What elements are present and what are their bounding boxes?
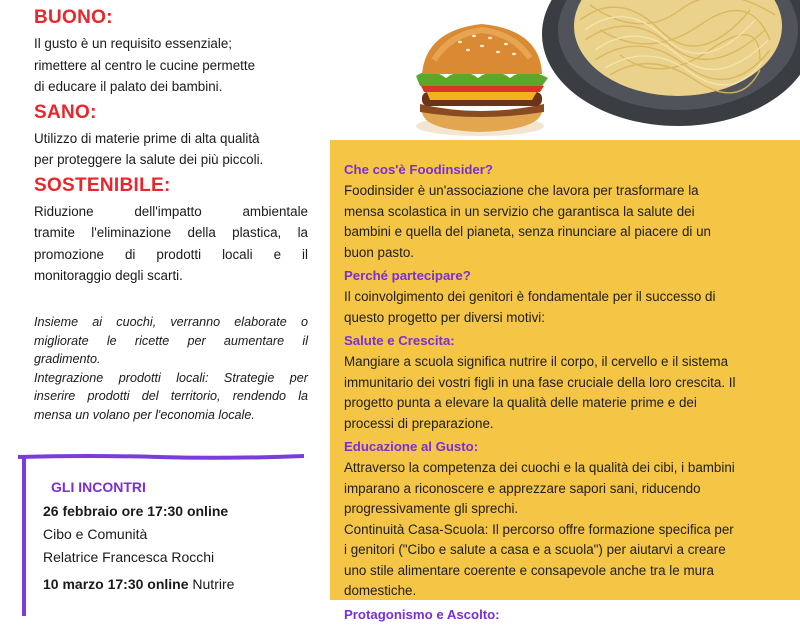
sano-line-2: per proteggere la salute dei più piccoli. — [34, 152, 264, 167]
a4-line-1: Attraverso la competenza dei cuochi e la qualità dei cibi, i bambini — [344, 460, 735, 475]
a3-line-3: progetto punta a elevare la qualità delle materie prime e dei — [344, 395, 697, 410]
a1-line-1: Foodinsider è un'associazione che lavora per trasformare la — [344, 183, 699, 198]
italic-line-1: Insieme ai cuochi, verranno elaborate o — [34, 315, 308, 329]
event-2-topic: Nutrire — [188, 576, 235, 592]
heading-sano: SANO: — [34, 101, 97, 123]
italic-line-4: Integrazione prodotti locali: Strategie per — [34, 370, 308, 385]
food-image — [410, 0, 800, 138]
a4-line-2: imparano a riconoscere e apprezzare sapori sani, riducendo — [344, 480, 701, 496]
event-1-speaker: Relatrice Francesca Rocchi — [43, 549, 215, 565]
a4-line-7: domestiche. — [344, 583, 417, 598]
q-why-participate: Perché partecipare? — [344, 268, 471, 283]
a4-line-5: i genitori ("Cibo e salute a casa e a scuola") per aiutarvi a creare — [344, 542, 726, 557]
event-2 — [43, 576, 234, 592]
event-1-topic: Cibo e Comunità — [43, 526, 148, 542]
a3-line-1: Mangiare a scuola significa nutrire il corpo, il cervello e il sistema — [344, 354, 729, 369]
info-panel — [330, 140, 800, 622]
a2-line-1: Il coinvolgimento dei genitori è fondamentale per il successo di — [344, 289, 716, 304]
event-2-date-text: 10 marzo 17:30 online — [43, 576, 189, 592]
italic-line-5: inserire prodotti del territorio, rendendo la — [34, 389, 308, 403]
a1-line-3: bambini e quella del pianeta, senza rinunciare al piacere di un — [344, 224, 711, 239]
heading-buono: BUONO: — [34, 7, 113, 28]
a3-line-2: immunitario dei vostri figli in una fase cruciale della loro crescita. Il — [344, 374, 736, 390]
italic-line-3: gradimento. — [34, 352, 101, 366]
q-health-growth: Salute e Crescita: — [344, 333, 455, 348]
a3-line-4: processi di preparazione. — [344, 415, 494, 431]
left-column — [34, 0, 308, 287]
buono-line-3: di educare il palato dei bambini. — [34, 79, 223, 94]
italic-line-6: mensa un volano per l'economia locale. — [34, 407, 255, 422]
a4-line-3: progressivamente gli sprechi. — [344, 501, 519, 516]
sost-line-2: tramite l'eliminazione della plastica, la — [34, 225, 308, 240]
buono-line-2: rimettere al centro le cucine permette — [34, 57, 256, 73]
sost-line-4: monitoraggio degli scarti. — [34, 268, 183, 283]
heading-sostenibile: SOSTENIBILE: — [34, 174, 171, 196]
info-content — [344, 159, 784, 626]
a1-line-4: buon pasto. — [344, 244, 414, 260]
sost-line-1: Riduzione dell'impatto ambientale — [34, 203, 308, 219]
buono-line-1: Il gusto è un requisito essenziale; — [34, 36, 233, 51]
q-protagonism: Protagonismo e Ascolto: — [344, 606, 500, 622]
events-title: GLI INCONTRI — [51, 479, 146, 495]
italic-line-2: migliorate le ricette per aumentare il — [34, 333, 308, 348]
q-what-is-foodinsider: Che cos'è Foodinsider? — [344, 162, 493, 177]
a2-line-2: questo progetto per diversi motivi: — [344, 309, 545, 325]
italic-notes — [34, 313, 308, 424]
a4-line-4: Continuità Casa-Scuola: Il percorso offre formazione specifica per — [344, 521, 734, 537]
a1-line-2: mensa scolastica in un servizio che garantisca la salute dei — [344, 203, 695, 219]
sano-line-1: Utilizzo di materie prime di alta qualità — [34, 130, 260, 146]
event-1-date — [43, 503, 228, 519]
a4-line-6: uno stile alimentare coerente e consapevole anche tra le mura — [344, 562, 714, 578]
event-1-date-text: 26 febbraio ore 17:30 online — [43, 503, 229, 519]
sost-line-3: promozione di prodotti locali e il — [34, 246, 308, 262]
q-taste-education: Educazione al Gusto: — [344, 439, 479, 454]
